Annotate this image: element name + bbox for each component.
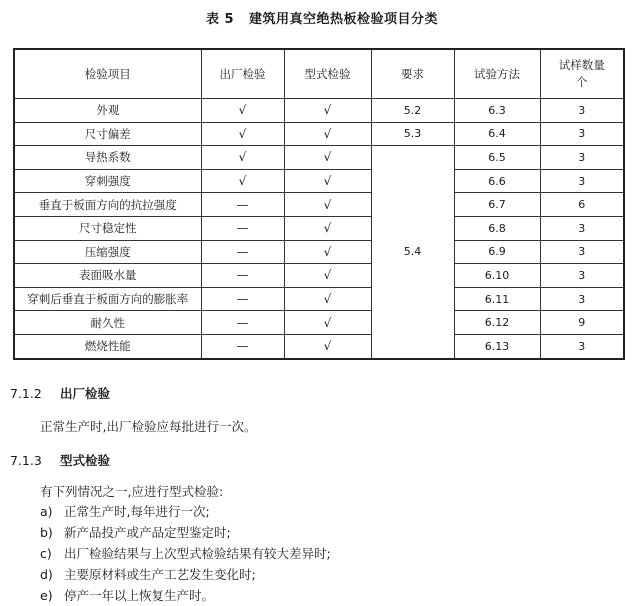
- section-7-1-3-heading: [10, 451, 110, 469]
- cell-item: 外观: [14, 99, 201, 123]
- cell-factory: √: [201, 99, 284, 123]
- table-row: [14, 216, 624, 240]
- table-header-row: [14, 49, 624, 99]
- cell-item: 穿刺后垂直于板面方向的膨胀率: [14, 287, 201, 311]
- list-item-label: d): [40, 567, 53, 582]
- cell-type: √: [284, 311, 371, 335]
- header-test-method: 试验方法: [454, 49, 540, 99]
- list-item: [40, 501, 331, 522]
- section-7-1-3-intro: 有下列情况之一,应进行型式检验:: [40, 484, 224, 499]
- cell-item: 垂直于板面方向的抗拉强度: [14, 193, 201, 217]
- cell-method: 6.11: [454, 287, 540, 311]
- section-7-1-2-heading: [10, 384, 110, 402]
- cell-type: √: [284, 216, 371, 240]
- cell-requirement-merged: 5.4: [371, 146, 454, 359]
- list-item-text: 正常生产时,每年进行一次;: [64, 504, 210, 519]
- cell-samples: 3: [540, 99, 624, 123]
- section-number: 7.1.2: [10, 386, 42, 401]
- header-factory-inspection: 出厂检验: [201, 49, 284, 99]
- list-item-text: 新产品投产或产品定型鉴定时;: [64, 525, 231, 540]
- cell-factory: —: [201, 264, 284, 288]
- list-item: [40, 543, 331, 564]
- cell-type: √: [284, 287, 371, 311]
- table-row: [14, 169, 624, 193]
- header-type-inspection: 型式检验: [284, 49, 371, 99]
- cell-factory: —: [201, 216, 284, 240]
- cell-samples: 3: [540, 146, 624, 170]
- cell-type: √: [284, 193, 371, 217]
- cell-item: 穿刺强度: [14, 169, 201, 193]
- cell-requirement: 5.2: [371, 99, 454, 123]
- cell-requirement: 5.3: [371, 122, 454, 146]
- cell-type: √: [284, 264, 371, 288]
- table-row: [14, 287, 624, 311]
- table-row: [14, 99, 624, 123]
- list-item-label: b): [40, 525, 53, 540]
- table-row: [14, 334, 624, 358]
- table-row: [14, 193, 624, 217]
- list-item: [40, 522, 331, 543]
- cell-method: 6.8: [454, 216, 540, 240]
- cell-samples: 3: [540, 264, 624, 288]
- cell-samples: 3: [540, 287, 624, 311]
- cell-samples: 3: [540, 240, 624, 264]
- cell-method: 6.9: [454, 240, 540, 264]
- cell-samples: 3: [540, 169, 624, 193]
- cell-item: 导热系数: [14, 146, 201, 170]
- section-title: 出厂检验: [60, 386, 111, 401]
- list-item: [40, 564, 331, 585]
- header-sample-quantity-line2: 个: [576, 75, 588, 89]
- cell-factory: —: [201, 287, 284, 311]
- cell-samples: 3: [540, 122, 624, 146]
- table-caption: [0, 8, 644, 27]
- table-title: 建筑用真空绝热板检验项目分类: [249, 12, 439, 27]
- table-row: [14, 146, 624, 170]
- cell-item: 尺寸稳定性: [14, 216, 201, 240]
- cell-type: √: [284, 334, 371, 358]
- cell-item: 压缩强度: [14, 240, 201, 264]
- table-row: [14, 122, 624, 146]
- list-item-text: 主要原材料或生产工艺发生变化时;: [64, 567, 256, 582]
- cell-method: 6.12: [454, 311, 540, 335]
- cell-samples: 3: [540, 334, 624, 358]
- table-number: 表 5: [205, 12, 235, 27]
- cell-type: √: [284, 240, 371, 264]
- cell-method: 6.13: [454, 334, 540, 358]
- cell-factory: —: [201, 193, 284, 217]
- cell-item: 耐久性: [14, 311, 201, 335]
- type-inspection-conditions-list: [40, 501, 331, 606]
- cell-method: 6.5: [454, 146, 540, 170]
- cell-type: √: [284, 122, 371, 146]
- list-item-label: c): [40, 546, 52, 561]
- inspection-items-table: [13, 48, 625, 360]
- cell-factory: √: [201, 122, 284, 146]
- cell-item: 燃烧性能: [14, 334, 201, 358]
- section-title: 型式检验: [60, 453, 111, 468]
- cell-item: 尺寸偏差: [14, 122, 201, 146]
- list-item-text: 停产一年以上恢复生产时。: [64, 588, 215, 603]
- table-row: [14, 240, 624, 264]
- cell-type: √: [284, 99, 371, 123]
- cell-samples: 9: [540, 311, 624, 335]
- header-requirement: 要求: [371, 49, 454, 99]
- cell-type: √: [284, 146, 371, 170]
- cell-method: 6.7: [454, 193, 540, 217]
- cell-item: 表面吸水量: [14, 264, 201, 288]
- list-item: [40, 585, 331, 606]
- section-number: 7.1.3: [10, 453, 42, 468]
- table-row: [14, 264, 624, 288]
- header-item: 检验项目: [14, 49, 201, 99]
- header-sample-quantity-line1: 试样数量: [558, 58, 605, 72]
- cell-method: 6.4: [454, 122, 540, 146]
- cell-factory: —: [201, 311, 284, 335]
- cell-method: 6.6: [454, 169, 540, 193]
- cell-factory: √: [201, 169, 284, 193]
- cell-factory: —: [201, 240, 284, 264]
- list-item-label: e): [40, 588, 53, 603]
- section-7-1-2-text: 正常生产时,出厂检验应每批进行一次。: [40, 419, 257, 434]
- cell-factory: —: [201, 334, 284, 358]
- cell-factory: √: [201, 146, 284, 170]
- cell-samples: 3: [540, 216, 624, 240]
- cell-type: √: [284, 169, 371, 193]
- header-sample-quantity: [540, 49, 624, 99]
- cell-samples: 6: [540, 193, 624, 217]
- table-row: [14, 311, 624, 335]
- list-item-label: a): [40, 504, 53, 519]
- cell-method: 6.10: [454, 264, 540, 288]
- list-item-text: 出厂检验结果与上次型式检验结果有较大差异时;: [64, 546, 331, 561]
- cell-method: 6.3: [454, 99, 540, 123]
